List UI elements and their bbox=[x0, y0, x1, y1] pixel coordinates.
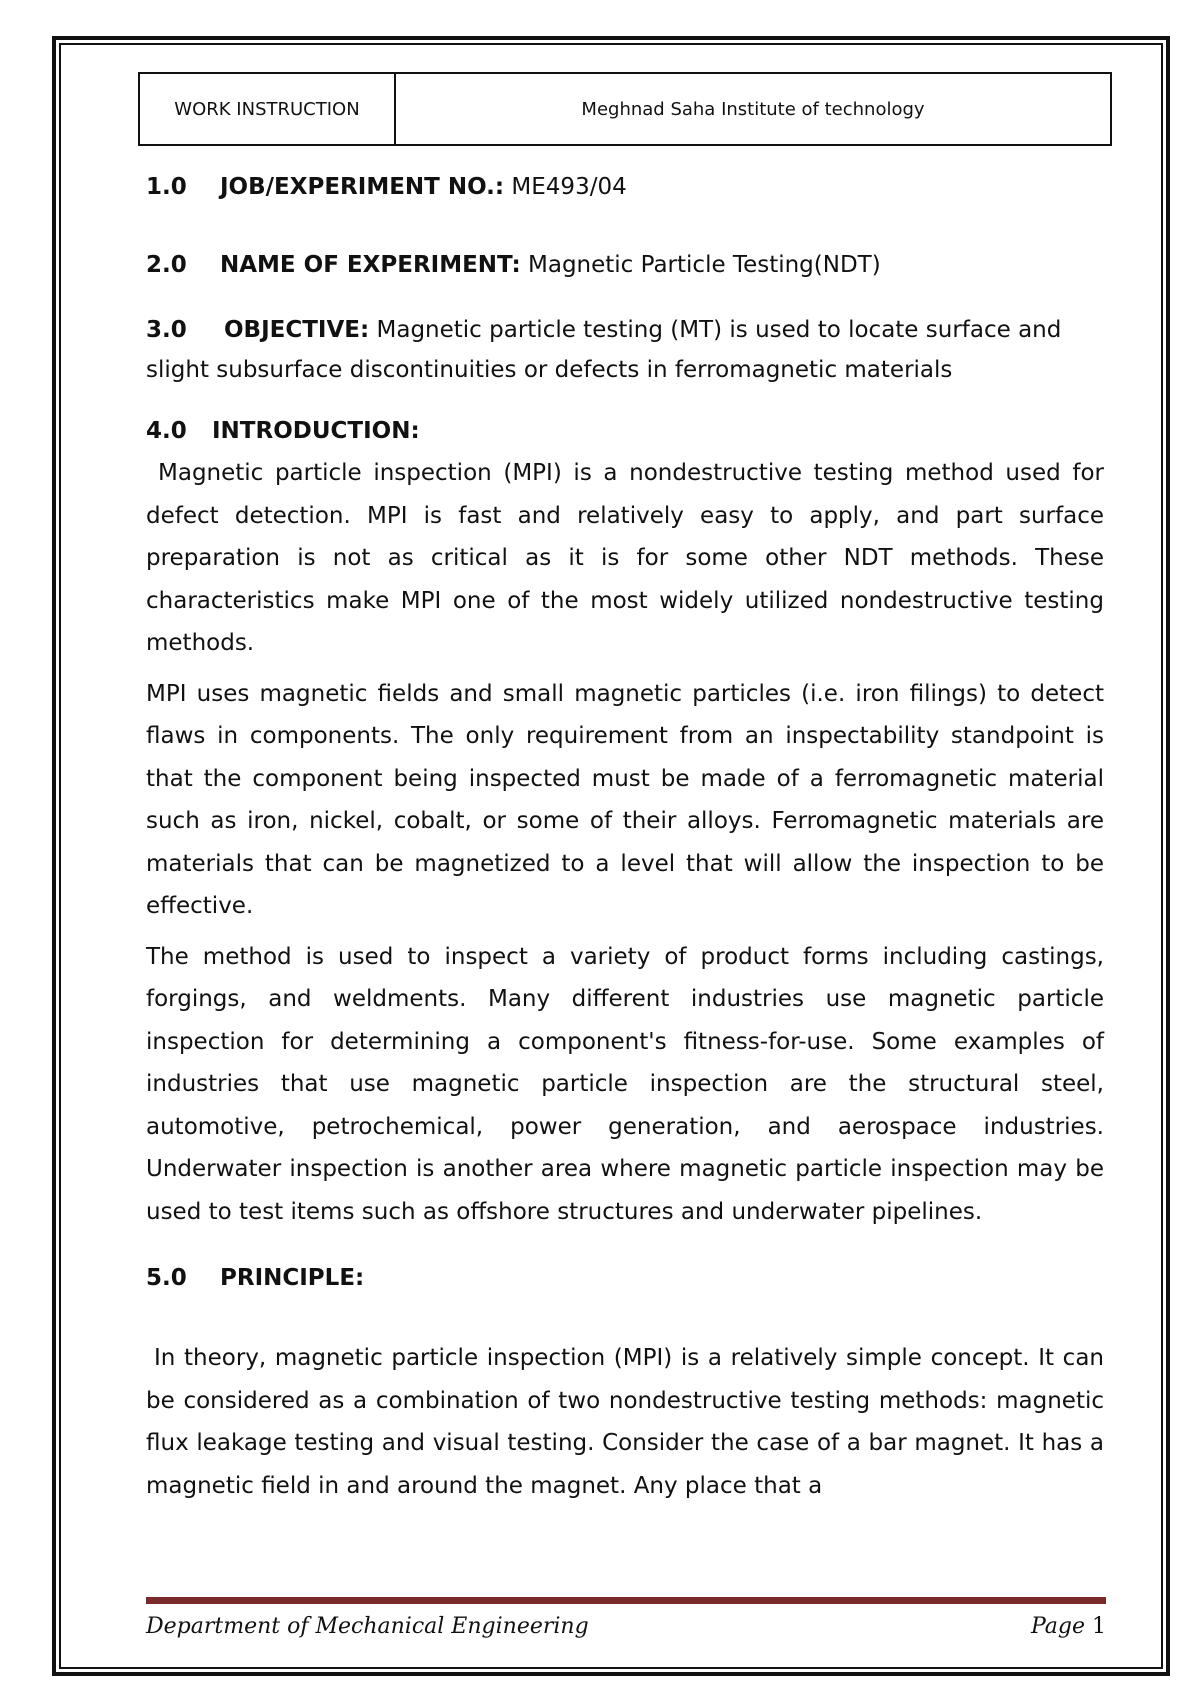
section-label: JOB/EXPERIMENT NO.: bbox=[220, 174, 505, 200]
document-body bbox=[146, 166, 1104, 1507]
section-5-heading bbox=[146, 1257, 1104, 1299]
section-1 bbox=[146, 166, 1104, 208]
section-2 bbox=[146, 244, 1104, 286]
footer-department: Department of Mechanical Engineering bbox=[146, 1614, 589, 1639]
section-label: PRINCIPLE: bbox=[220, 1265, 365, 1291]
section-3 bbox=[146, 310, 1104, 390]
page-number: 1 bbox=[1092, 1614, 1106, 1639]
page-footer bbox=[146, 1614, 1106, 1639]
intro-paragraph-1: Magnetic particle inspection (MPI) is a nondestructive testing method used for defect detection. MPI is fast and relatively easy to apply, and part surface preparation is not as critical as it is for some other NDT methods. These characteristics make MPI one of the most widely utilized nondestructive testing methods. bbox=[146, 460, 1104, 656]
experiment-number: ME493/04 bbox=[511, 174, 627, 200]
page-label: Page bbox=[1030, 1614, 1085, 1639]
section-number: 4.0 bbox=[146, 418, 187, 444]
section-4-heading bbox=[146, 414, 1104, 448]
header-institute: Meghnad Saha Institute of technology bbox=[581, 98, 925, 120]
section-number: 5.0 bbox=[146, 1265, 187, 1291]
footer-page bbox=[1031, 1614, 1106, 1639]
header-table bbox=[138, 72, 1112, 146]
experiment-name: Magnetic Particle Testing(NDT) bbox=[528, 252, 881, 278]
section-label: OBJECTIVE: bbox=[224, 317, 370, 343]
section-number: 2.0 bbox=[146, 252, 187, 278]
section-number: 1.0 bbox=[146, 174, 187, 200]
intro-paragraph-2: MPI uses magnetic fields and small magnetic particles (i.e. iron filings) to detect flaws in components. The only requirement from an inspectability standpoint is that the component being inspected must be made of a ferromagnetic material such as iron, nickel, cobalt, or some of their alloys. Ferromagnetic materials are materials that can be magnetized to a level that will allow the inspection to be effective. bbox=[146, 680, 1104, 919]
footer-rule bbox=[146, 1597, 1106, 1604]
section-label: NAME OF EXPERIMENT: bbox=[220, 252, 521, 278]
principle-paragraph-1: In theory, magnetic particle inspection (MPI) is a relatively simple concept. It can be considered as a combination of two nondestructive testing methods: magnetic flux leakage testing and visual testing. Consider the case of a bar magnet. It has a magnetic field in and around the magnet. Any place that a bbox=[146, 1345, 1104, 1499]
intro-paragraph-3: The method is used to inspect a variety of product forms including castings, forgings, and weldments. Many different industries use magnetic particle inspection for determining a component's fitness-for-use. Some examples of industries that use magnetic particle inspection are the structural steel, automotive, petrochemical, power generation, and aerospace industries. Underwater inspection is another area where magnetic particle inspection may be used to test items such as offshore structures and underwater pipelines. bbox=[146, 943, 1104, 1225]
section-label: INTRODUCTION: bbox=[212, 418, 420, 444]
section-number: 3.0 bbox=[146, 317, 187, 343]
header-work-instruction: WORK INSTRUCTION bbox=[140, 74, 396, 144]
objective-text: Magnetic particle testing (MT) is used to locate surface and slight subsurface discontinuities or defects in ferromagnetic materials bbox=[146, 317, 1062, 383]
